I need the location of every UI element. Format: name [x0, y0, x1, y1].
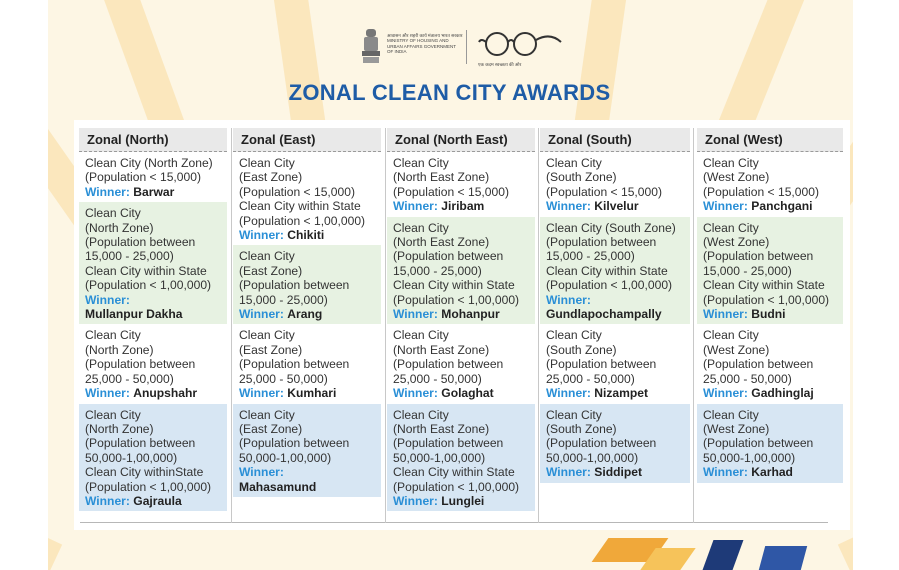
winner-label: Winner:: [393, 386, 438, 401]
winner-line: [546, 386, 686, 400]
decor-blue-stripe: [759, 546, 807, 570]
winner-label: Winner:: [85, 184, 130, 199]
winner-line: [393, 307, 531, 321]
winner-city: Mohanpur: [441, 307, 500, 322]
winner-line: [239, 228, 377, 242]
award-cell: [387, 152, 535, 217]
winner-label: Winner:: [703, 465, 748, 480]
winner-label: Winner:: [85, 292, 130, 307]
winner-label: Winner:: [703, 199, 748, 214]
column-divider: [231, 128, 232, 523]
winner-city: Lunglei: [441, 493, 485, 508]
winner-city: Gajraula: [133, 493, 182, 508]
winner-label: Winner:: [546, 465, 591, 480]
award-category: Clean City (South Zone) (Population between 25,000 - 50,000): [546, 328, 657, 386]
zone-column: [233, 128, 381, 497]
winner-line: [85, 494, 223, 508]
winner-city: Anupshahr: [133, 386, 198, 401]
winner-label: Winner:: [393, 307, 438, 322]
column-header: Zonal (North): [79, 128, 227, 152]
award-category: Clean City (East Zone) (Population between 50,000-1,00,000): [239, 407, 350, 465]
winner-line: [546, 293, 686, 322]
winner-city: Gundlapochampally: [546, 307, 662, 322]
award-category: Clean City (North Zone) (Population < 15,000): [85, 156, 213, 185]
winner-line: [393, 494, 531, 508]
winner-label: Winner:: [393, 199, 438, 214]
winner-city: Arang: [287, 307, 323, 322]
column-header: Zonal (South): [540, 128, 690, 152]
winner-city: Karhad: [751, 465, 793, 480]
winner-label: Winner:: [703, 386, 748, 401]
award-cell: [540, 324, 690, 403]
winner-label: Winner:: [546, 199, 591, 214]
winner-city: Siddipet: [594, 465, 642, 480]
award-category: Clean City (East Zone) (Population between 15,000 - 25,000): [239, 249, 350, 307]
ministry-name: आवासन और शहरी कार्य मंत्रालय भारत सरकार MINISTRY OF HOUSING AND URBAN AFFAIRS GOVERNMENT OF INDIA: [387, 33, 463, 55]
award-category: Clean City (East Zone) (Population < 15,000) Clean City within State (Population < 1,00,000): [239, 156, 366, 228]
winner-line: [703, 199, 839, 213]
sbm-tagline: एक कदम स्वच्छता की ओर: [478, 62, 522, 67]
award-category: Clean City (West Zone) (Population between 15,000 - 25,000) Clean City within State (Population < 1,00,000): [703, 220, 830, 307]
zone-column: [540, 128, 690, 483]
award-cell: [540, 404, 690, 483]
winner-city: Jiribam: [441, 199, 485, 214]
award-category: Clean City (North East Zone) (Population between 25,000 - 50,000): [393, 328, 504, 386]
award-cell: [697, 404, 843, 483]
winner-city: Nizampet: [594, 386, 649, 401]
winner-label: Winner:: [546, 386, 591, 401]
winner-line: [239, 465, 377, 494]
zone-column: [387, 128, 535, 511]
winner-city: Budni: [751, 307, 786, 322]
award-cell: [233, 152, 381, 245]
award-cell: [387, 324, 535, 403]
award-cell: [387, 404, 535, 512]
award-cell: [387, 217, 535, 325]
award-category: Clean City (North Zone) (Population between 50,000-1,00,000) Clean City withinState (Population < 1,00,000): [85, 407, 212, 494]
award-category: Clean City (South Zone) (Population between 50,000-1,00,000): [546, 407, 657, 465]
winner-city: Barwar: [133, 184, 175, 199]
column-divider: [693, 128, 694, 523]
winner-line: [85, 386, 223, 400]
winner-label: Winner:: [239, 228, 284, 243]
award-cell: [697, 324, 843, 403]
award-category: Clean City (North East Zone) (Population between 15,000 - 25,000) Clean City within State (Population < 1,00,000): [393, 220, 520, 307]
zone-column: [697, 128, 843, 483]
award-category: Clean City (South Zone) (Population < 15,000): [546, 156, 662, 199]
column-header: Zonal (West): [697, 128, 843, 152]
winner-label: Winner:: [703, 307, 748, 322]
award-cell: [233, 324, 381, 403]
column-header: Zonal (North East): [387, 128, 535, 152]
award-cell: [79, 324, 227, 403]
column-divider: [538, 128, 539, 523]
award-cell: [233, 245, 381, 324]
award-cell: [79, 404, 227, 512]
award-cell: [697, 152, 843, 217]
zone-column: [79, 128, 227, 511]
winner-city: Chikiti: [287, 228, 325, 243]
winner-city: Kumhari: [287, 386, 337, 401]
winner-city: Golaghat: [441, 386, 494, 401]
winner-line: [703, 465, 839, 479]
winner-city: Mullanpur Dakha: [85, 307, 183, 322]
award-category: Clean City (North Zone) (Population between 25,000 - 50,000): [85, 328, 196, 386]
award-category: Clean City (East Zone) (Population between 25,000 - 50,000): [239, 328, 350, 386]
winner-line: [546, 465, 686, 479]
winner-line: [239, 307, 377, 321]
winner-label: Winner:: [85, 386, 130, 401]
winner-line: [85, 293, 223, 322]
column-header: Zonal (East): [233, 128, 381, 152]
award-cell: [540, 217, 690, 325]
winner-label: Winner:: [239, 307, 284, 322]
award-category: Clean City (North Zone) (Population between 15,000 - 25,000) Clean City within State (Population < 1,00,000): [85, 206, 212, 293]
award-category: Clean City (West Zone) (Population between 25,000 - 50,000): [703, 328, 814, 386]
winner-line: [393, 386, 531, 400]
winner-label: Winner:: [546, 292, 591, 307]
winner-city: Kilvelur: [594, 199, 639, 214]
winner-city: Mahasamund: [239, 479, 317, 494]
winner-label: Winner:: [85, 493, 130, 508]
winner-line: [703, 307, 839, 321]
award-cell: [540, 152, 690, 217]
award-category: Clean City (West Zone) (Population < 15,000): [703, 156, 819, 199]
winner-label: Winner:: [239, 465, 284, 480]
winner-label: Winner:: [239, 386, 284, 401]
award-cell: [79, 152, 227, 202]
award-cell: [697, 217, 843, 325]
winner-line: [393, 199, 531, 213]
winner-line: [703, 386, 839, 400]
page-title: ZONAL CLEAN CITY AWARDS: [288, 80, 611, 105]
award-category: Clean City (West Zone) (Population between 50,000-1,00,000): [703, 407, 814, 465]
winner-city: Panchgani: [751, 199, 813, 214]
column-divider: [385, 128, 386, 523]
winner-line: [239, 386, 377, 400]
award-cell: [79, 202, 227, 324]
winner-label: Winner:: [393, 493, 438, 508]
table-bottom-rule: [80, 522, 828, 523]
national-emblem-icon: [360, 27, 382, 65]
award-category: Clean City (North East Zone) (Population < 15,000): [393, 156, 509, 199]
winner-city: Gadhinglaj: [751, 386, 814, 401]
award-cell: [233, 404, 381, 497]
logo-divider: [466, 30, 467, 64]
winner-line: [546, 199, 686, 213]
winner-line: [85, 185, 223, 199]
award-category: Clean City (South Zone) (Population between 15,000 - 25,000) Clean City within State (Population < 1,00,000): [546, 220, 676, 293]
award-category: Clean City (North East Zone) (Population between 50,000-1,00,000) Clean City within State (Population < 1,00,000): [393, 407, 520, 494]
